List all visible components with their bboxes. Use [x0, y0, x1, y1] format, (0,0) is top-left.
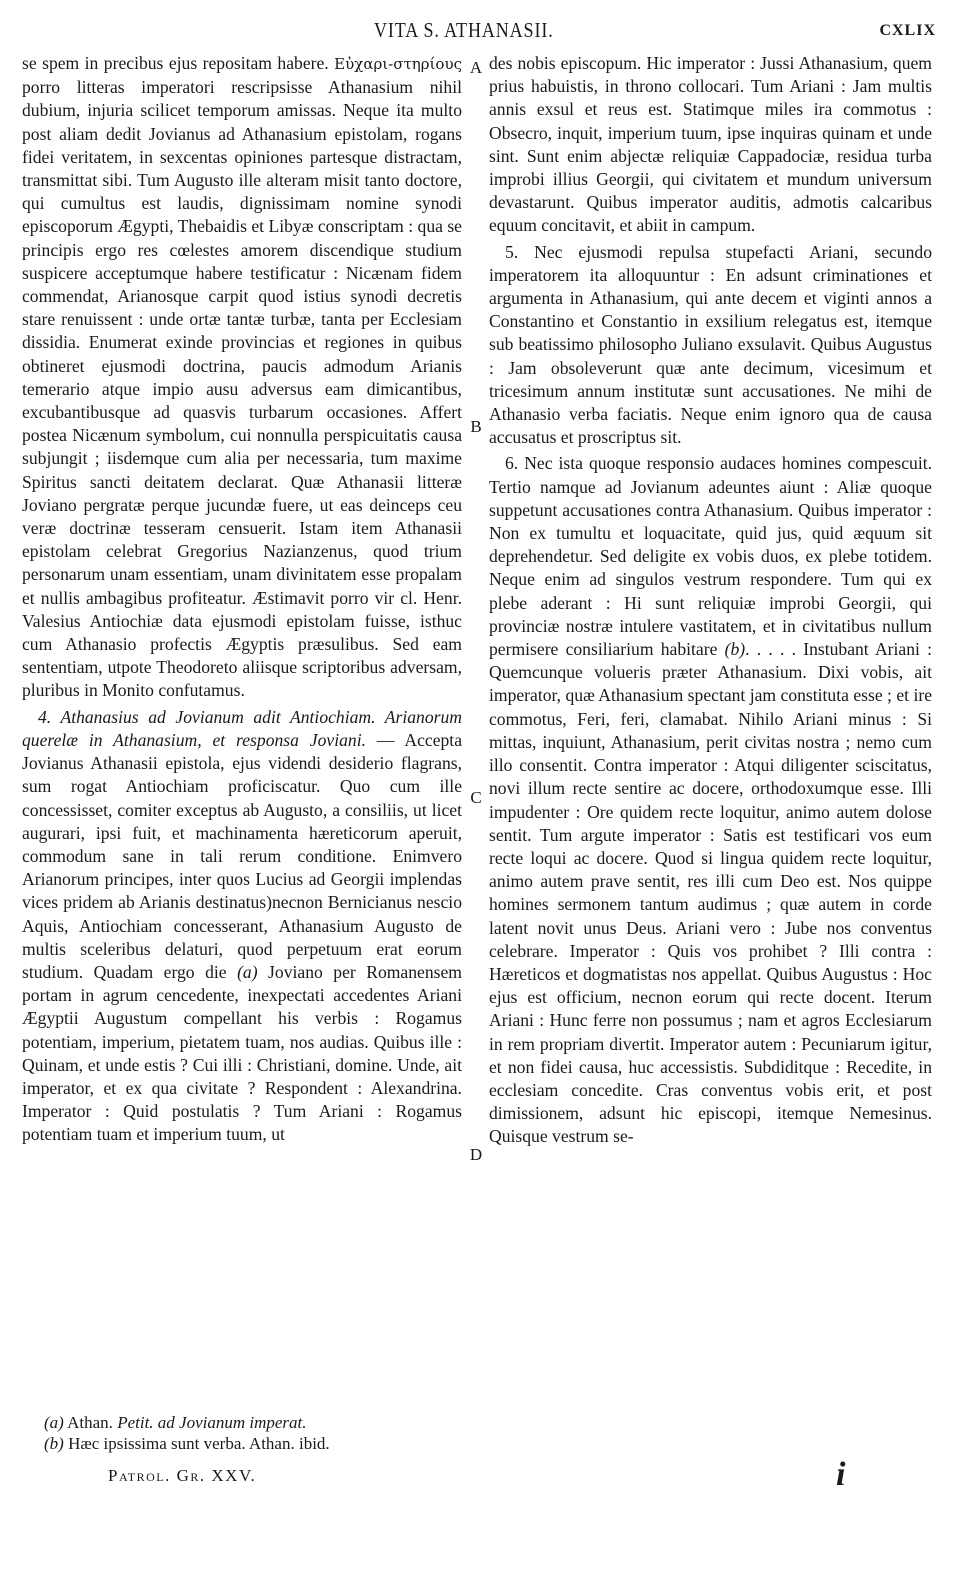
- right-p3-start: 6. Nec ista quoque responsio audaces homines compescuit. Tertio namque ad Jovianum adeuntes aiunt : Aliæ quoque suppetunt accusationes contra Athanasium. Quibus imperator : Non ex tumultu et loquacitate, quid jus, quid æquum sit deprehendetur. Sed deligite ex vobis duos, ex plebe totidem. Neque enim ad singulos vestrum respondere. Tum qui ex plebe aderant : Hi sunt reliquiæ improbi Georgii, qui provinciæ nostræ intulere vastitatem, et in civitatibus nullum permisere consiliarium habitare: [489, 453, 932, 660]
- signature-mark: i: [836, 1456, 846, 1493]
- footnote-a-text2: Petit. ad Jovianum imperat.: [117, 1413, 307, 1432]
- right-p3-rest: . . . . . Instubant Ariani : Quemcunque volueris præter Athanasium. Dixi vobis, ait imperator, quæ Athanasium spectant jam constituta esse ; et ire commotus, Feri, feri, clamabat. Nihilo Ariani minus : Si mittas, inquiunt, Athanasium, perit civitas nostra ; nemo cum illo consentit. Contra imperator : Atqui diligenter sciscitatus, novi illum recte sentire ac docere, orthodoxumque esse. Illi impudenter : Ore quidem recte loquitur, animo autem dolose sentit. Tum argute imperator : Satis est testificari vos eum recte loqui ac docere. Quod si lingua quidem recte loquitur, animo autem prave sentit, res illi cum Deo est. Nos quippe homines sermonem tantum audimus ; quæ autem in corde latent novit unus Deus. Ariani vero : Jube nos conventus celebrare. Imperator : Quis vos prohibet ? Illi contra : Hæreticos et dogmatistas nos appellat. Quibus Augustus : Hoc ejus est officium, necnon eorum qui recte docent. Iterum Ariani : Hunc ferre non possumus ; nam et agros Ecclesiarum in rem propriam divertit. Imperator autem : Pecuniarum igitur, et non fidei causa, huc accessistis. Subdiditque : Recedite, in ecclesiam concedite. Cras conventus vobis erit, et post dimissionem, adsunt hic episcopi, itemque Nemesinus. Quisque vestrum se-: [489, 639, 932, 1147]
- page-header: [0, 18, 954, 48]
- margin-letter-b: B: [470, 417, 482, 436]
- left-column: [22, 52, 462, 1147]
- footnote-a-mark: (a): [44, 1413, 64, 1432]
- right-paragraph-3: [489, 452, 932, 1148]
- footnotes: [44, 1412, 330, 1454]
- footnote-ref-a[interactable]: (a): [237, 961, 258, 982]
- left-paragraph-1: [22, 52, 462, 703]
- left-p1-rest: porro litteras imperatori rescripsisse Athanasium nihil dubium, injuria scilicet temporum amissas. Neque ita multo post aliam dedit Jovianus ad Athanasium epistolam, rogans fidei veritatem, in sexcentas opiniones partesque distractam, transmittat sibi. Tum Augusto ille alteram misit tanto doctore, qui cumultus est laudis, dignissimam nomine synodi episcoporum Ægypti, Thebaidis et Libyæ conscriptam : qua se principis ergo res cœlestes amorem discendique studium suspicere acceptumque habere testificatur : Nicænam fidem commendat, Arianosque carpit quod istius synodi decretis stare renuissent : unde ortæ tantæ turbæ, tanta per Ecclesiam dissidia. Enumerat exinde provincias et regiones in quibus obtineret ejusmodi doctrina, paucis admodum Arianis temerario atque impio ausu adversus eam dimicantibus, excubantibusque ad quasvis turbarum occasiones. Affert postea Nicænum symbolum, cui nonnulla perspicuitatis causa subjungit ; iisdemque cum alia per necessaria, tum maxime Spiritus sancti deitatem declarat. Quæ Athanasii litteræ Joviano pergratæ perque jucundæ fuere, ut eas deinceps ceu veræ doctrinæ tesseram censuerit. Istam item Athanasii epistolam celebrat Gregorius Nazianzenus, quod trium personarum unam essentiam, unam divinitatem esse propalam et nullis ambagibus profiteatur. Æstimavit porro vir cl. Henr. Valesius Antiochiæ data ejusmodi epistolam fuisse, isthuc cum Athanasio profectis Ægyptis præsulibus. Sed eam sententiam, utpote Theodoreto aliisque scriptoribus adversam, pluribus in Monito confutamus.: [22, 77, 462, 701]
- left-p1-start: se spem in precibus ejus repositam habere.: [22, 53, 335, 73]
- margin-letter-c: C: [470, 788, 482, 807]
- footnote-b-text: Hæc ipsissima sunt verba. Athan. ibid.: [63, 1434, 330, 1453]
- left-p2-rest: Joviano per Romanensem portam in agrum cencedente, inexpectati accedentes Ariani Ægyptii Augustum compellant his verbis : Rogamus potentiam, imperium, pietatem tuam, nos audias. Quibus ille : Quinam, et unde estis ? Cui illi : Christiani, domine. Unde, ait imperator, et ex qua civitate ? Respondent : Alexandrina. Imperator : Quid postulatis ? Tum Ariani : Rogamus potentiam tuam et imperium tuum, ut: [22, 961, 462, 1145]
- greek-word: Εὐχαρι-στηρίους: [334, 55, 462, 73]
- right-column: [489, 52, 932, 1149]
- page-number: CXLIX: [879, 22, 936, 39]
- imprint-line: Patrol. Gr. XXV.: [108, 1466, 257, 1485]
- running-title: VITA S. ATHANASII.: [374, 18, 554, 42]
- left-paragraph-2: [22, 706, 462, 1147]
- left-p2-start: — Accepta Jovianus Athanasii epistola, ejus videndi desiderio flagrans, sum rogat Antiochiam proficiscatur. Quo cum ille concessisset, comiter exceptus ab Augusto, a consiliis, ut licet augurari, ipsi fuit, et machinamenta hæreticorum aperuit, commodum sane in tali rerum conditione. Enimvero Arianorum principes, inter quos Lucius ad Georgii implendas vices pridem ab Arianis destinatus)necnon Bernicianus nescio Aquis, Antiochiam concesserant, Athanasium Augusto de multis sceleribus delaturi, quod perpetuum erat eorum studium. Quadam ergo die: [22, 729, 462, 982]
- margin-letter-d: D: [469, 1145, 483, 1164]
- section-heading: 4. Athanasius ad Jovianum adit Antiochiam. Arianorum querelæ in Athanasium, et responsa Joviani.: [22, 706, 462, 750]
- right-paragraph-1: des nobis episcopum. Hic imperator : Jussi Athanasium, quem prius habuistis, in throno collocari. Tum Ariani : Jam multis annis exsul et reus est. Statimque miles ira commotus : Obsecro, inquit, imperium tuum, ipse inquiras quinam et unde sint. Sunt enim abjectæ reliquiæ Cappadociæ, residua turba improbi illius Georgii, qui civitatem et mundum universum devastarunt. Quibus imperator auditis, admotis calcaribus equum concitavit, et abiit in campum.: [489, 53, 932, 236]
- footnote-a-text1: Athan.: [63, 1413, 118, 1432]
- margin-letter-a: A: [469, 58, 483, 77]
- right-paragraph-2: 5. Nec ejusmodi repulsa stupefacti Ariani, secundo imperatorem ita alloquuntur : En adsunt criminationes et argumenta in Athanasium, qui ante decem et viginti annos a Constantino et Constantio in exsilium relegatus est, itemque sub beatissimo philosopho Juliano exsulavit. Quibus Augustus : Jam obsoleverunt quæ ante decimum, vicesimum et tricesimum annum institutæ sunt accusationes. Ne mihi de Athanasio verba faciatis. Neque enim ignoro qua de causa accusatus et proscriptus sit.: [489, 241, 932, 448]
- footnote-ref-b[interactable]: (b): [724, 639, 746, 660]
- footnote-b: [44, 1433, 330, 1454]
- footnote-a: [44, 1412, 330, 1433]
- footnote-b-mark: (b): [44, 1434, 64, 1453]
